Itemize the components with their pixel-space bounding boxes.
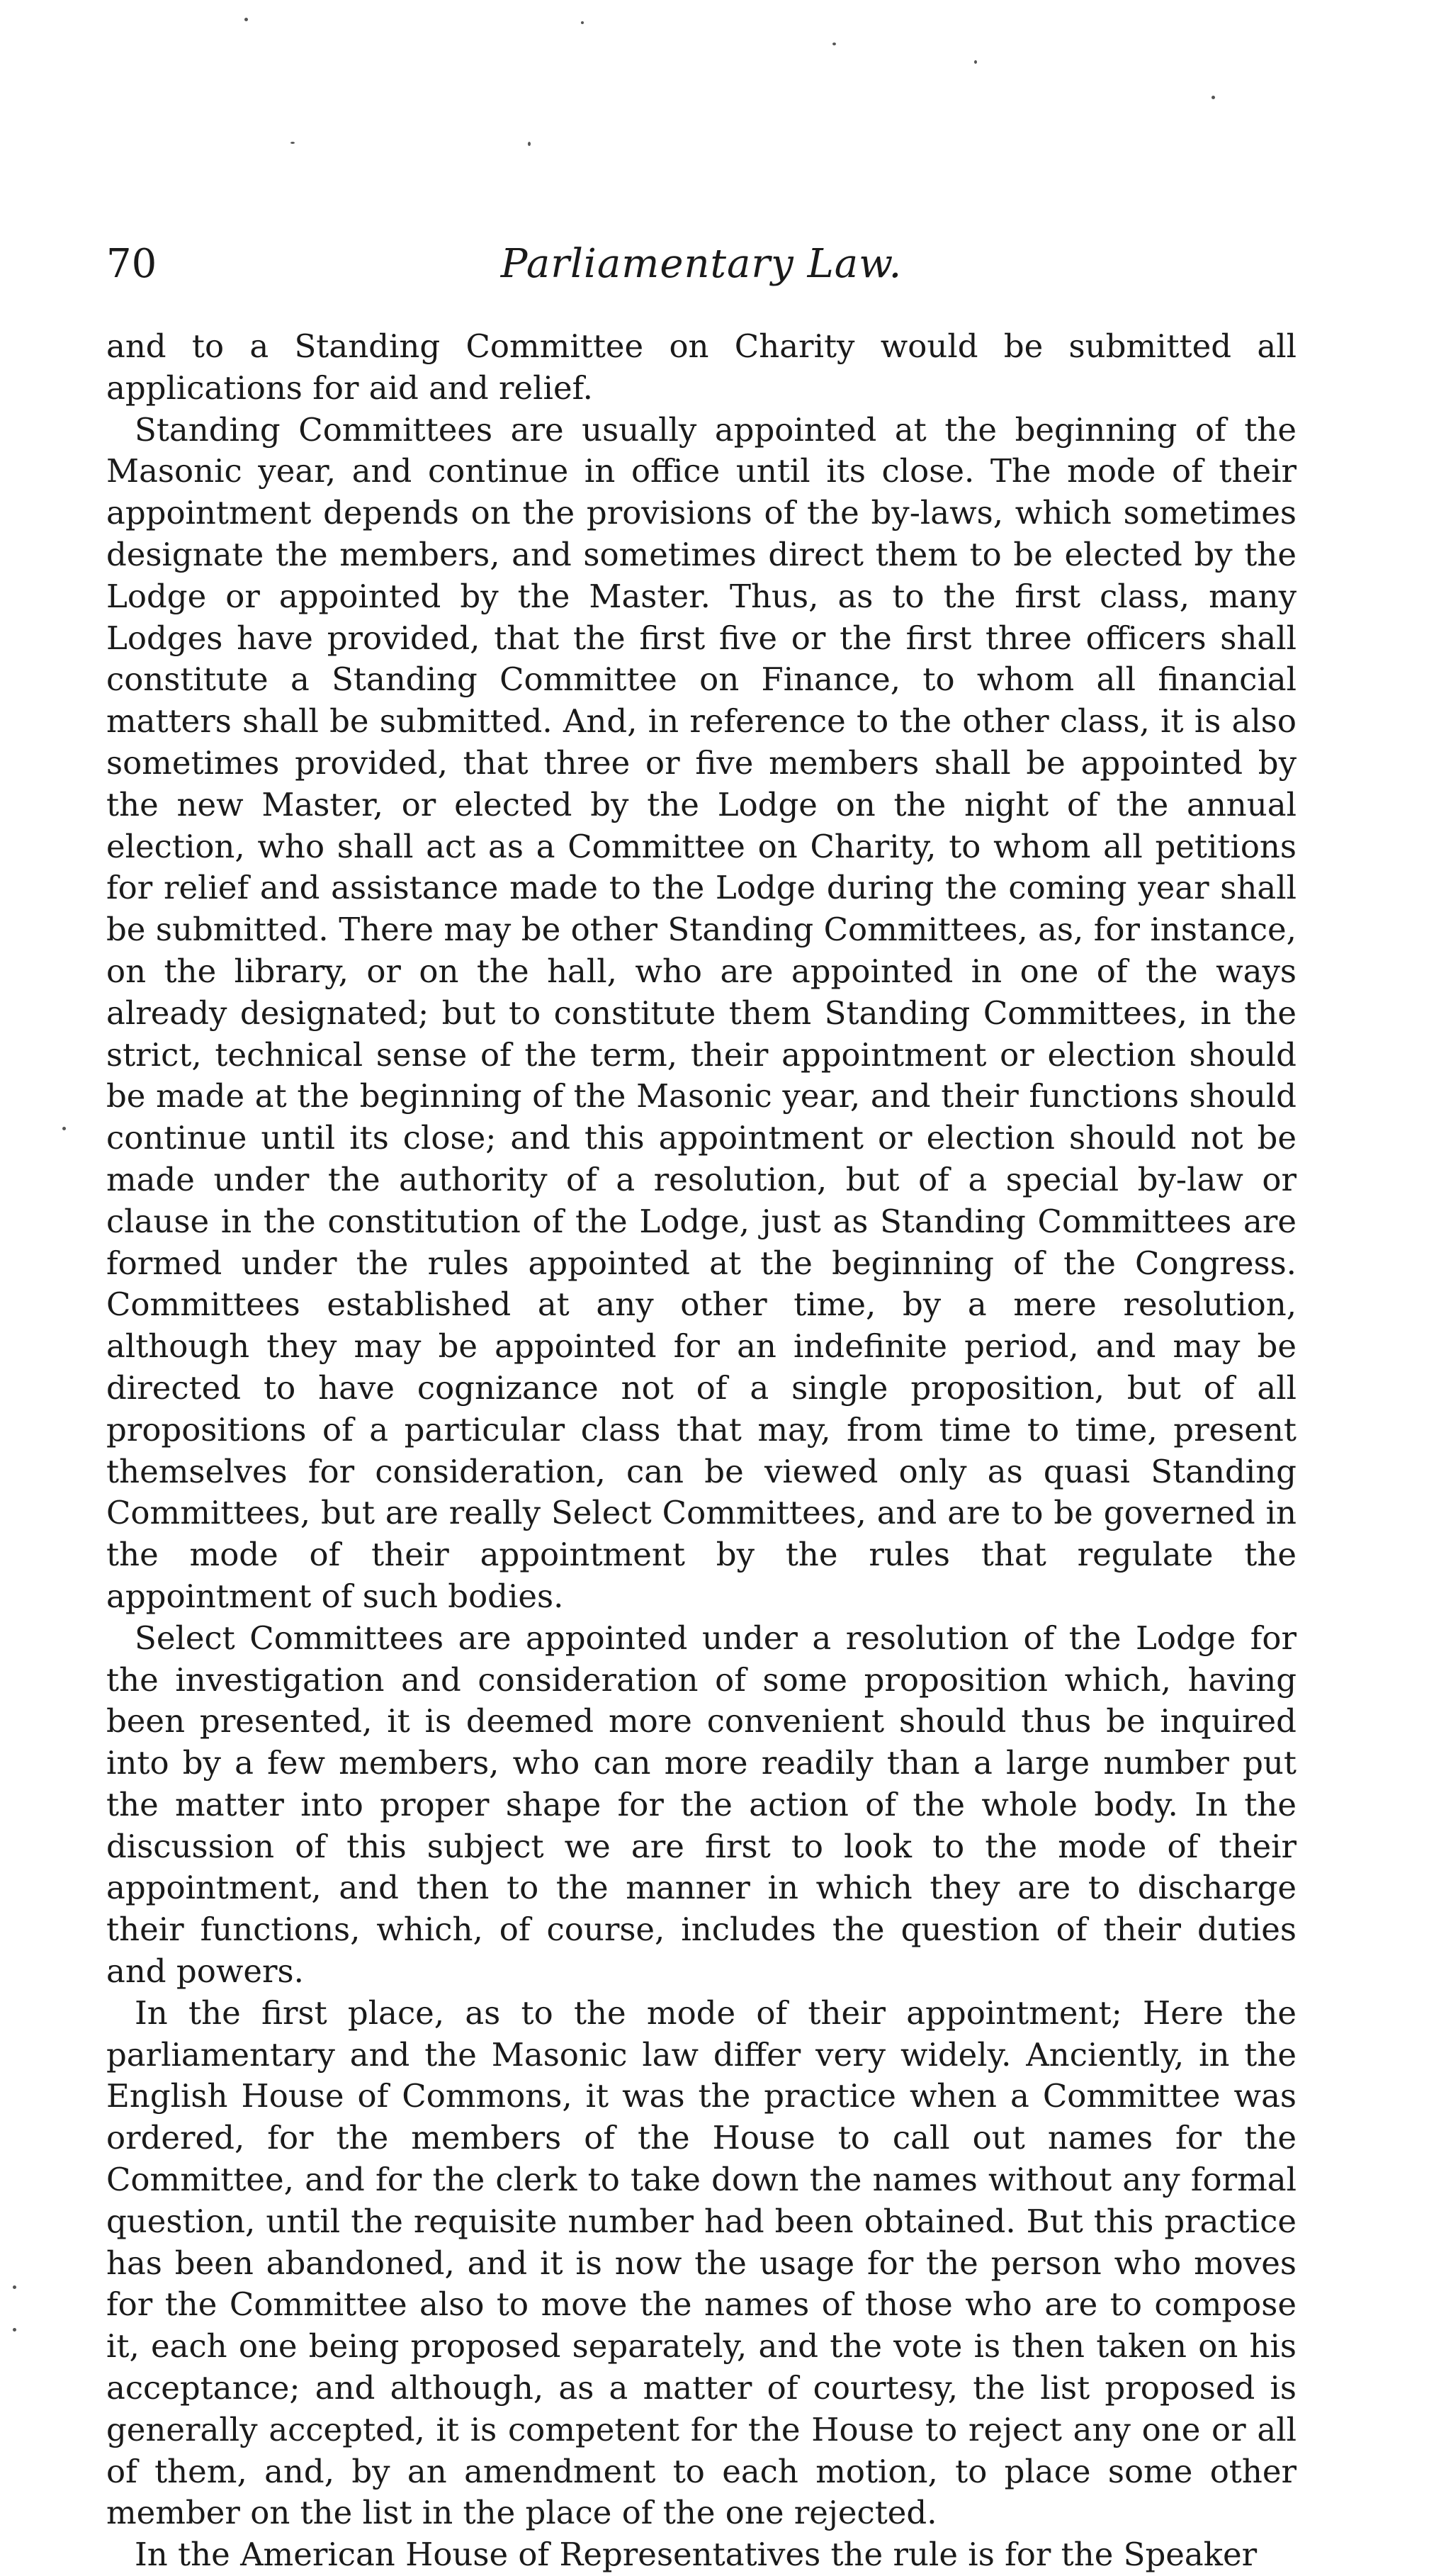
scan-speck xyxy=(13,2285,16,2289)
scan-speck xyxy=(62,1127,66,1130)
scan-speck xyxy=(974,60,977,64)
scan-speck xyxy=(581,21,584,24)
scan-speck xyxy=(13,2328,16,2332)
paragraph-mode-of-appointment: In the first place, as to the mode of their appointment; Here the parliamentary and the Masonic law differ very widely. Anciently, in the English House of Commons, it was the practice when a Committee was ordered, for the members of the House to call out names for the Committee, and for the clerk to take down the names without any formal question, until the requisite number had been obtained. But this practice has been abandoned, and it is now the usage for the person who moves for the Committee also to move the names of those who are to compose it, each one being proposed separately, and the vote is then taken on his acceptance; and although, as a matter of courtesy, the list proposed is generally accepted, it is competent for the House to reject any one or all of them, and, by an amendment to each motion, to place some other member on the list in the place of the one rejected. xyxy=(106,1993,1297,2532)
scan-speck xyxy=(832,43,836,45)
running-head xyxy=(106,241,1297,298)
paragraph-continuation: and to a Standing Committee on Charity would be submitted all applications for aid and relief. xyxy=(106,327,1297,407)
scan-speck xyxy=(1211,96,1215,99)
running-title: Parliamentary Law. xyxy=(500,241,903,287)
scan-speck xyxy=(244,18,248,21)
paragraph-american-house: In the American House of Representatives the rule is for the Speaker xyxy=(135,2536,1258,2574)
paragraph-standing-committees: Standing Committees are usually appointed at the beginning of the Masonic year, and continue in office until its close. The mode of their appointment depends on the provisions of the by-laws, which sometimes designate the members, and sometimes direct them to be elected by the Lodge or appointed by the Master. Thus, as to the first class, many Lodges have provided, that the first five or the first three officers shall constitute a Standing Committee on Finance, to whom all financial matters shall be submitted. And, in reference to the other class, it is also sometimes provided, that three or five members shall be appointed by the new Master, or elected by the Lodge on the night of the annual election, who shall act as a Committee on Charity, to whom all petitions for relief and assistance made to the Lodge during the coming year shall be submitted. There may be other Standing Committees, as, for instance, on the library, or on the hall, who are appointed in one of the ways already designated; but to constitute them Standing Committees, in the strict, technical sense of the term, their appointment or election should be made at the beginning of the Masonic year, and their functions should continue until its close; and this appointment or election should not be made under the authority of a resolution, but of a special by-law or clause in the constitution of the Lodge, just as Standing Committees are formed under the rules appointed at the beginning of the Congress. Committees established at any other time, by a mere resolution, although they may be appointed for an indefinite period, and may be directed to have cognizance not of a single proposition, but of all propositions of a particular class that may, from time to time, present themselves for consideration, can be viewed only as quasi Standing Committees, but are really Select Committees, and are to be governed in the mode of their appointment by the rules that regulate the appointment of such bodies. xyxy=(106,410,1297,1615)
page-number: 70 xyxy=(106,241,157,287)
scan-speck xyxy=(290,142,295,144)
book-page xyxy=(106,241,1297,2576)
paragraph-select-committees: Select Committees are appointed under a resolution of the Lodge for the investigation and consideration of some proposition which, having been presented, it is deemed more convenient should thus be inquired into by a few members, who can more readily than a large number put the matter into proper shape for the action of the whole body. In the discussion of this subject we are first to look to the mode of their appointment, and then to the manner in which they are to discharge their functions, which, of course, includes the question of their duties and powers. xyxy=(106,1619,1297,1991)
scan-speck xyxy=(528,142,531,146)
